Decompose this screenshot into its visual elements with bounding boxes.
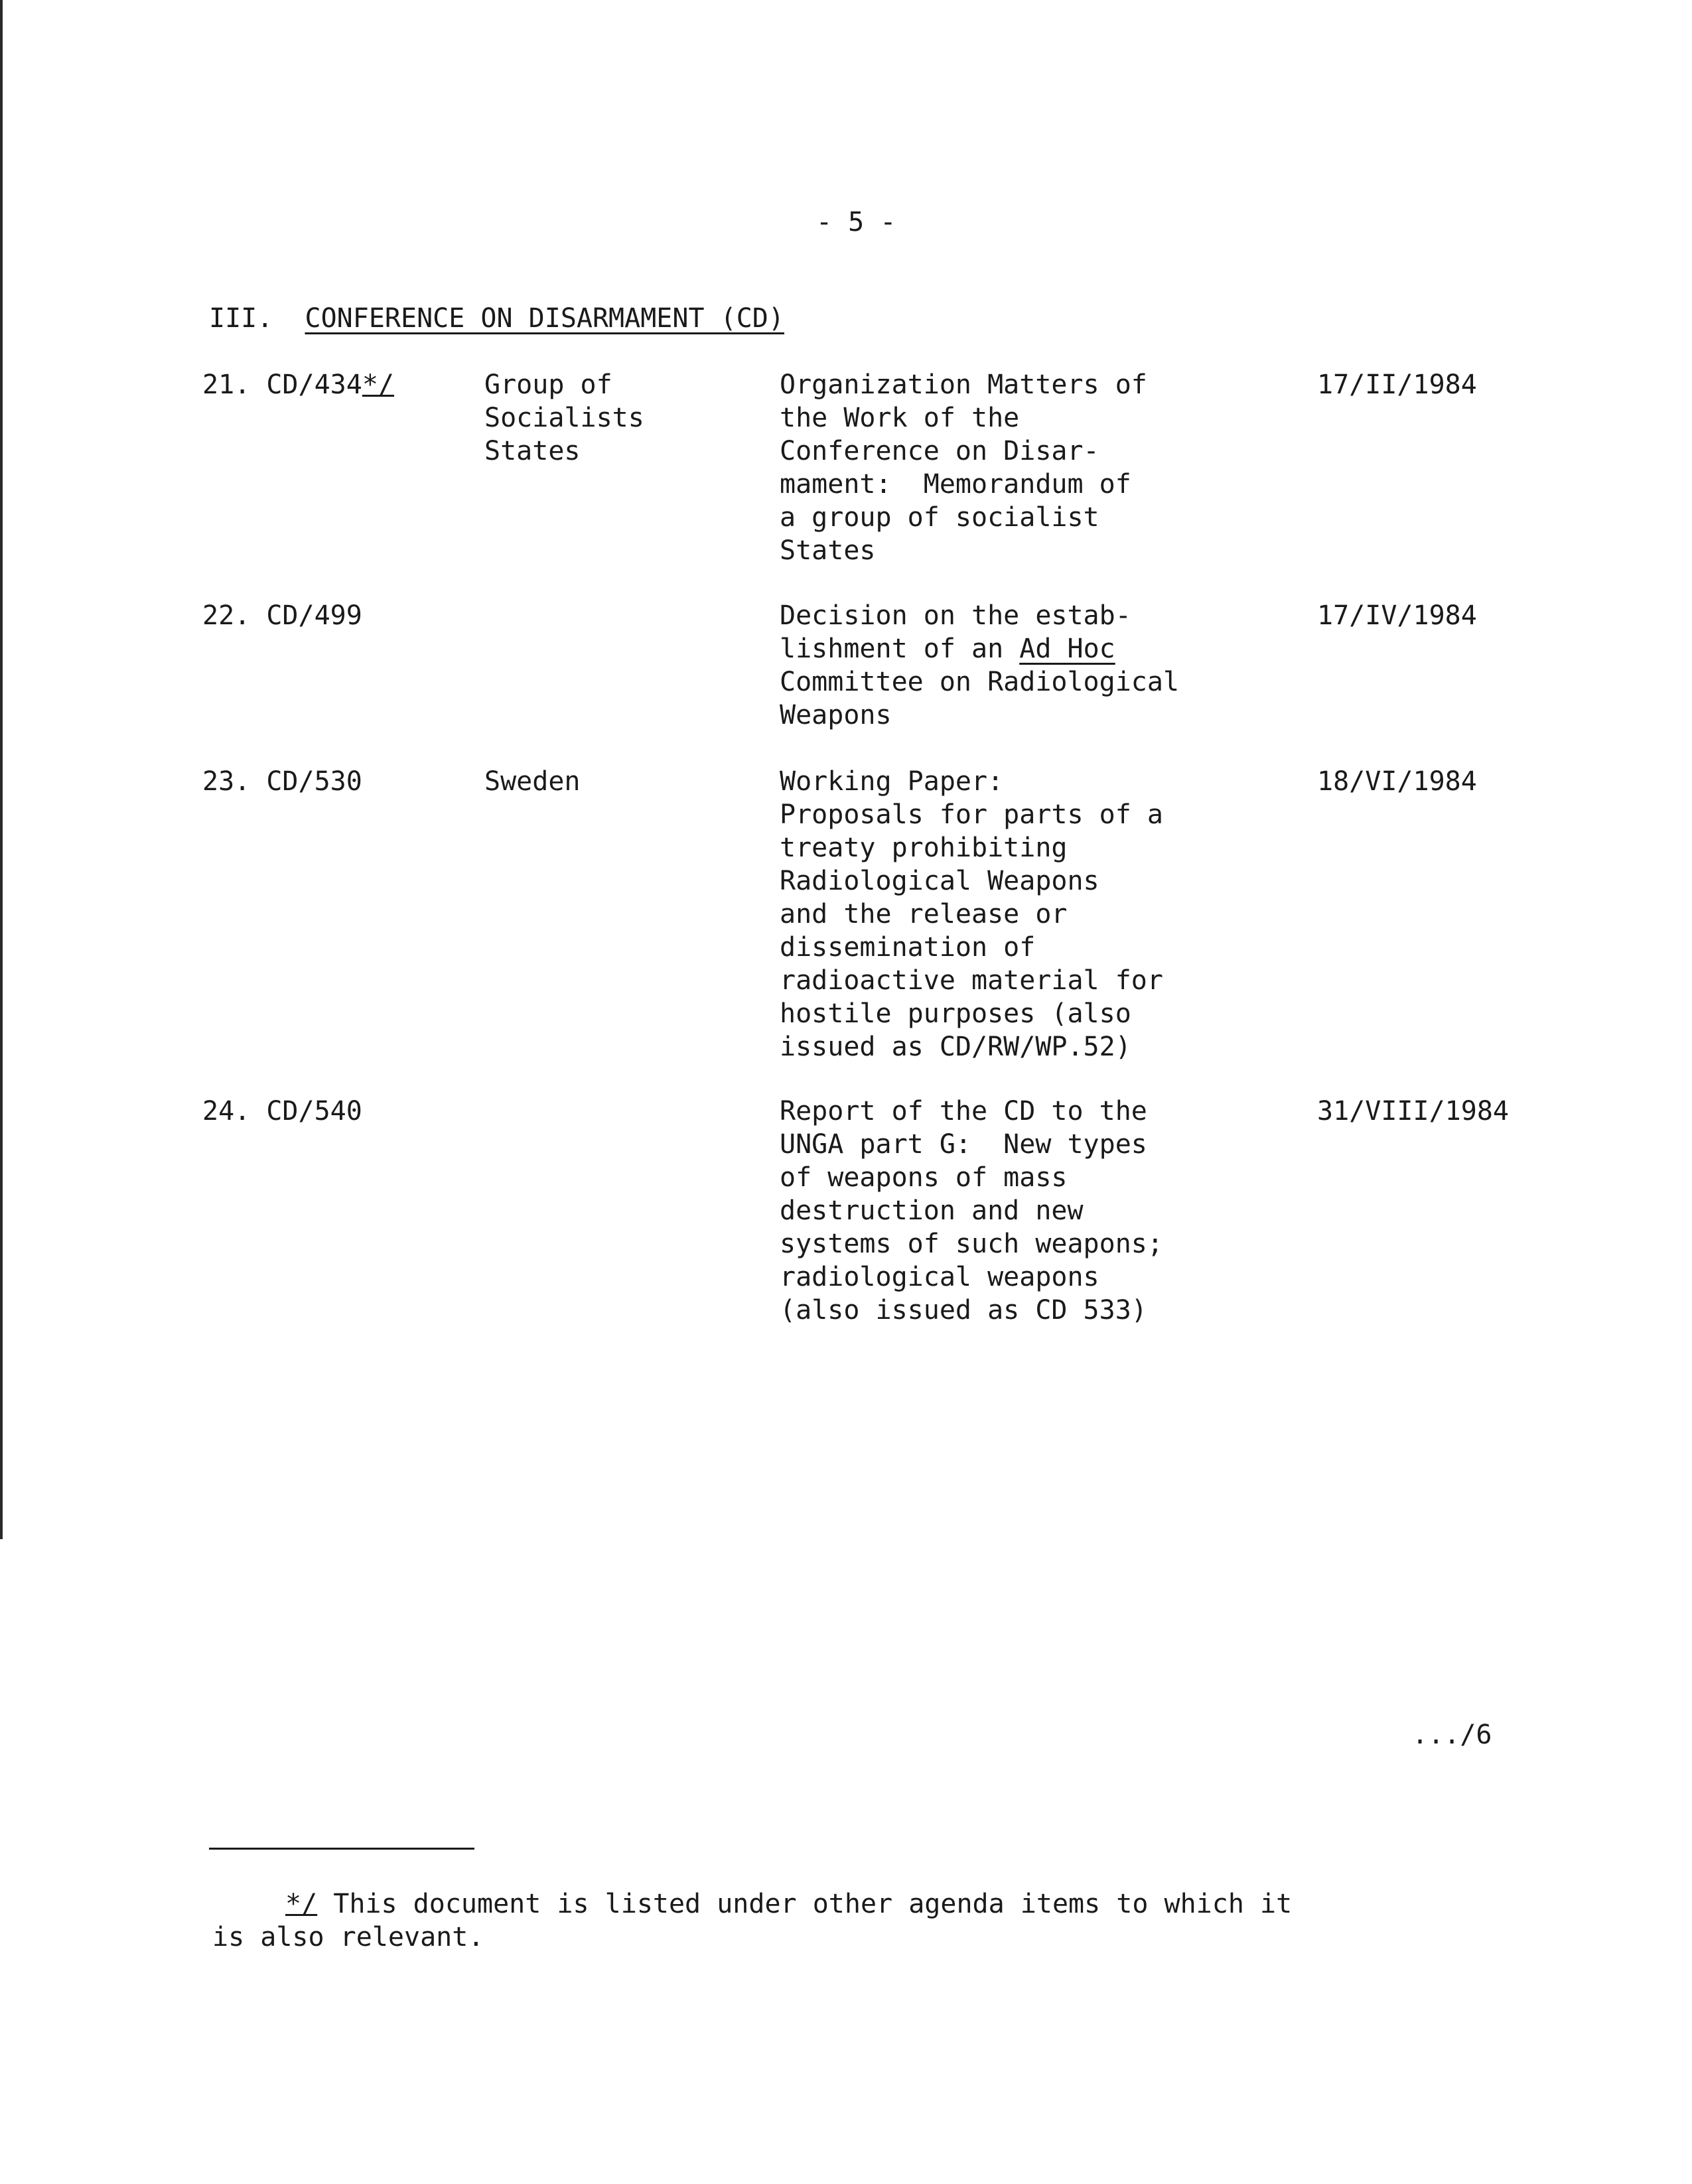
title-line: Committee on Radiological (780, 667, 1180, 697)
title-italic-term: Ad Hoc (1019, 634, 1115, 664)
footnote-line-1 (285, 1887, 1292, 1921)
footnote-divider (209, 1848, 474, 1850)
sponsor-line: Socialists (484, 403, 644, 433)
title-line: radiological weapons (780, 1262, 1099, 1292)
title-line: dissemination of (780, 932, 1036, 963)
doc-symbol: 21. CD/434 (202, 370, 362, 400)
entry-date: 17/II/1984 (1317, 370, 1477, 400)
title-line: UNGA part G: New types (780, 1129, 1147, 1160)
title-line: radioactive material for (780, 965, 1163, 996)
footnote-ref-marker: */ (362, 370, 394, 400)
title-line: a group of socialist (780, 502, 1099, 533)
title-line: Conference on Disar- (780, 436, 1099, 466)
entry-date: 17/IV/1984 (1317, 600, 1477, 631)
title-line: Proposals for parts of a (780, 799, 1163, 830)
title-line: hostile purposes (also (780, 998, 1131, 1029)
section-roman: III. (209, 303, 273, 334)
title-line: Organization Matters of (780, 370, 1147, 400)
title-line: destruction and new (780, 1195, 1084, 1226)
page-number: - 5 - (816, 207, 896, 238)
title-line: States (780, 535, 876, 566)
entry-number: 22. CD/499 (202, 600, 362, 631)
title-line: Radiological Weapons (780, 866, 1099, 896)
entry-sponsor: Sweden (484, 766, 581, 797)
entry-title (780, 1095, 1163, 1327)
title-line: of weapons of mass (780, 1162, 1068, 1193)
footnote-text: This document is listed under other agenda items to which it (317, 1889, 1293, 1919)
title-line: lishment of an (780, 634, 1020, 664)
title-line: the Work of the (780, 403, 1020, 433)
title-line: treaty prohibiting (780, 833, 1068, 863)
sponsor-line: States (484, 436, 581, 466)
title-line: mament: Memorandum of (780, 469, 1131, 500)
section-title: CONFERENCE ON DISARMAMENT (CD) (305, 303, 784, 334)
section-heading (209, 302, 784, 335)
entry-number: 23. CD/530 (202, 766, 362, 797)
title-line: systems of such weapons; (780, 1229, 1163, 1259)
footnote-line-2: is also relevant. (212, 1922, 484, 1952)
page-left-edge (0, 0, 3, 1539)
entry-title (780, 765, 1163, 1063)
title-line: Weapons (780, 700, 892, 730)
title-line: and the release or (780, 899, 1068, 929)
entry-title (780, 368, 1147, 567)
entry-number (202, 368, 394, 401)
entry-date: 18/VI/1984 (1317, 766, 1477, 797)
title-line: Decision on the estab- (780, 600, 1131, 631)
title-line: Working Paper: (780, 766, 1004, 797)
entry-date: 31/VIII/1984 (1317, 1096, 1509, 1126)
entry-sponsor (484, 368, 644, 468)
footnote-marker: */ (285, 1889, 318, 1919)
continuation-marker: .../6 (1412, 1720, 1492, 1750)
entry-title (780, 599, 1179, 732)
title-line: (also issued as CD 533) (780, 1295, 1147, 1326)
entry-number: 24. CD/540 (202, 1096, 362, 1126)
title-line: issued as CD/RW/WP.52) (780, 1032, 1131, 1062)
title-line: Report of the CD to the (780, 1096, 1147, 1126)
sponsor-line: Group of (484, 370, 612, 400)
